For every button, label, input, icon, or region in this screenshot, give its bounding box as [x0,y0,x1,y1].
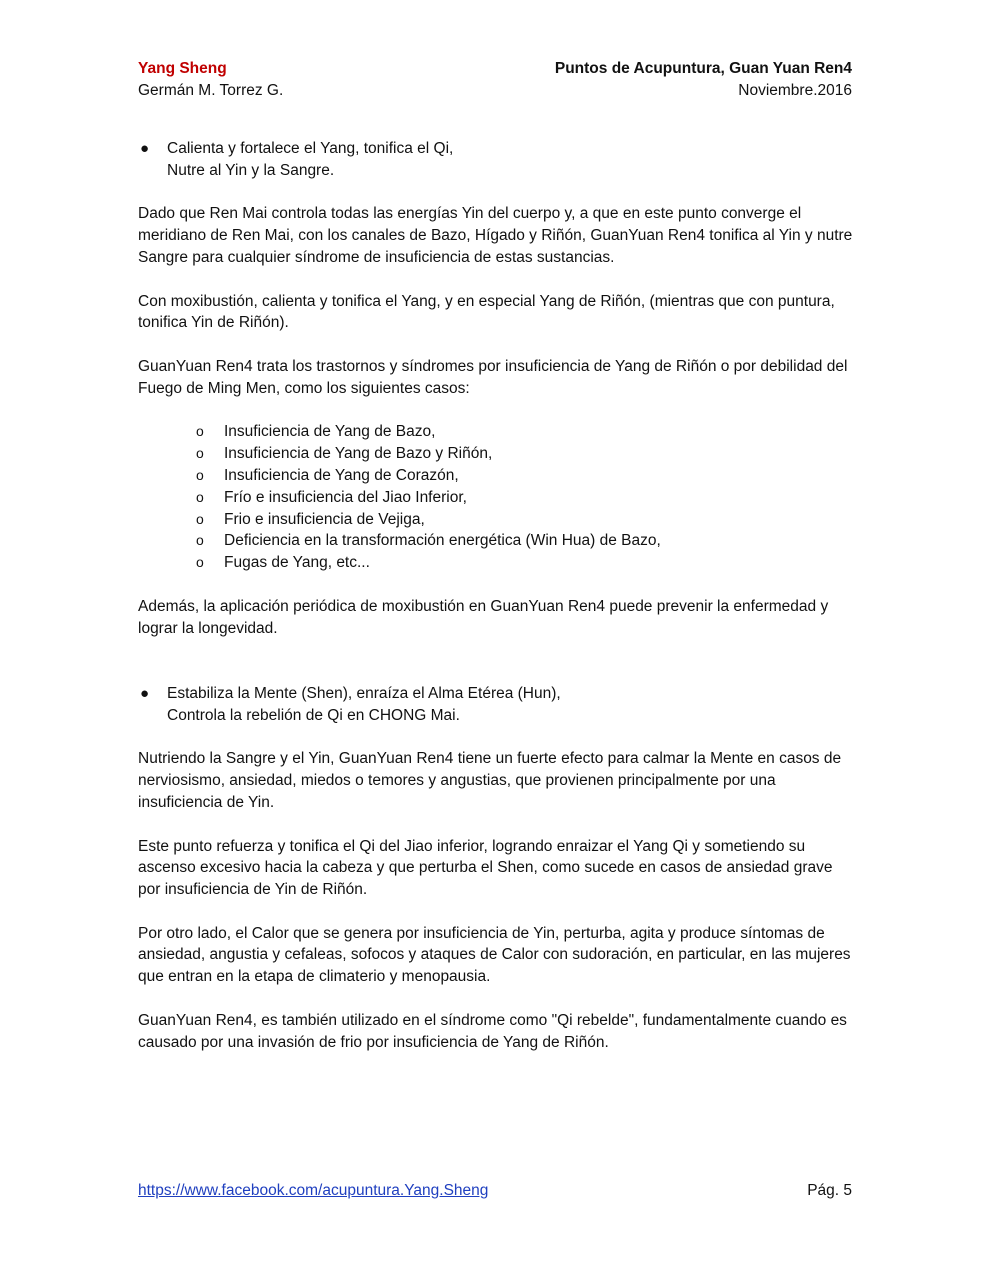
brand-name: Yang Sheng [138,60,227,77]
paragraph: Nutriendo la Sangre y el Yin, GuanYuan Ren4 tiene un fuerte efecto para calmar la Mente en casos de nerviosismo, ansiedad, miedos o temores y angustias, que provienen principalmente por una insuficiencia de Yin. [138,750,842,811]
circle-bullet-icon: o [196,466,204,483]
circle-bullet-icon: o [196,488,204,505]
bullet-heading-2-line1: Estabiliza la Mente (Shen), enraíza el Alma Etérea (Hun), [167,684,561,702]
list-item: o Fugas de Yang, etc... [196,552,854,574]
bullet-heading-1 [138,138,854,182]
facebook-link[interactable]: https://www.facebook.com/acupuntura.Yang.Sheng [138,1182,489,1199]
page-footer [138,1180,852,1202]
bullet-icon: ● [140,684,150,702]
circle-bullet-icon: o [196,554,204,571]
document-date: Noviembre.2016 [738,82,852,99]
list-item: o Insuficiencia de Yang de Bazo y Riñón, [196,443,854,465]
list-item: o Insuficiencia de Yang de Bazo, [196,421,854,443]
yang-insufficiency-list [138,421,854,574]
circle-bullet-icon: o [196,510,204,527]
paragraph: Además, la aplicación periódica de moxibustión en GuanYuan Ren4 puede prevenir la enfermedad y lograr la longevidad. [138,597,829,637]
author-name: Germán M. Torrez G. [138,82,284,99]
page-content [138,138,854,1053]
paragraph: Dado que Ren Mai controla todas las energías Yin del cuerpo y, a que en este punto converge el meridiano de Ren Mai, con los canales de Bazo, Hígado y Riñón, GuanYuan Ren4 tonifica al Yin y nutre Sangre para cualquier síndrome de insuficiencia de estas sustancias. [138,205,853,266]
paragraph: GuanYuan Ren4, es también utilizado en el síndrome como "Qi rebelde", fundamentalmente cuando es causado por una invasión de frio por insuficiencia de Yang de Riñón. [138,1011,847,1051]
page-number: Pág. 5 [807,1182,852,1199]
document-title: Puntos de Acupuntura, Guan Yuan Ren4 [554,60,852,77]
paragraph: Este punto refuerza y tonifica el Qi del Jiao inferior, logrando enraizar el Yang Qi y sometiendo su ascenso excesivo hacia la cabeza y que perturba el Shen, como sucede en casos de ansiedad grave por insuficiencia de Yin de Riñón. [138,837,833,899]
list-item: o Insuficiencia de Yang de Corazón, [196,465,854,487]
paragraph: Por otro lado, el Calor que se genera por insuficiencia de Yin, perturba, agita y produce síntomas de ansiedad, angustia y cefaleas, sofocos y ataques de Calor con sudoración, en particular, en las mujeres que entran en la etapa de climaterio y menopausia. [138,924,851,986]
list-item: o Deficiencia en la transformación energética (Win Hua) de Bazo, [196,530,854,552]
bullet-heading-2-line2: Controla la rebelión de Qi en CHONG Mai. [167,706,460,724]
paragraph: GuanYuan Ren4 trata los trastornos y síndromes por insuficiencia de Yang de Riñón o por debilidad del Fuego de Ming Men, como los siguientes casos: [138,357,848,397]
circle-bullet-icon: o [196,532,204,549]
bullet-heading-1-line2: Nutre al Yin y la Sangre. [167,161,335,179]
bullet-icon: ● [140,140,150,157]
list-item: o Frio e insuficiencia de Vejiga, [196,509,854,531]
page-header [138,58,852,102]
paragraph: Con moxibustión, calienta y tonifica el Yang, y en especial Yang de Riñón, (mientras que con puntura, tonifica Yin de Riñón). [138,292,835,332]
bullet-heading-2 [138,683,854,727]
circle-bullet-icon: o [196,445,204,462]
list-item: o Frío e insuficiencia del Jiao Inferior, [196,487,854,509]
bullet-heading-1-line1: Calienta y fortalece el Yang, tonifica el Qi, [167,140,454,157]
circle-bullet-icon: o [196,423,204,440]
